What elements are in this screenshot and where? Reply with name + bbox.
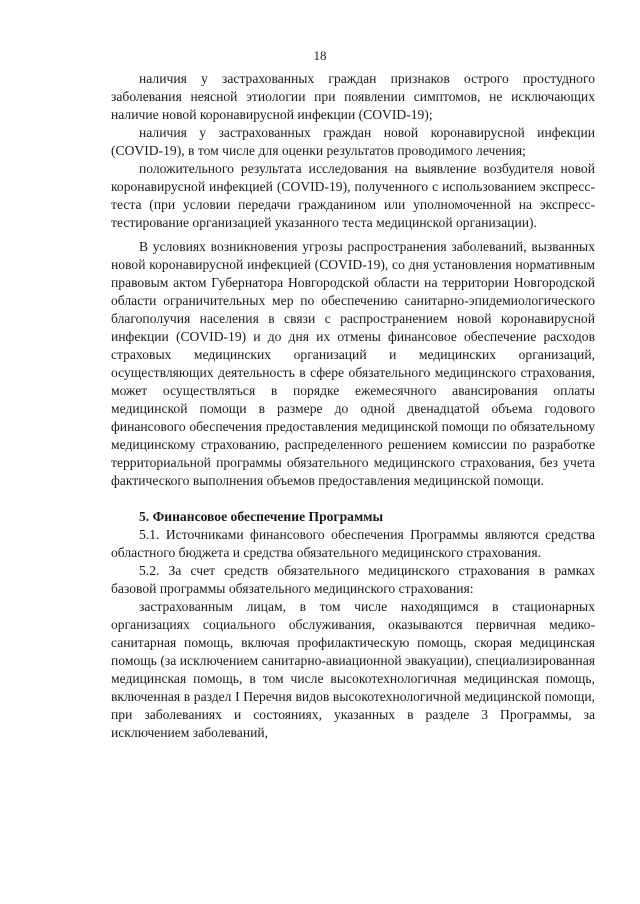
section-heading: 5. Финансовое обеспечение Программы xyxy=(139,509,384,524)
page-number: 18 xyxy=(313,48,327,63)
paragraph-express-test: положительного результата исследования на выявление возбудителя новой коронавирусной инфекцией (COVID-19), полученного с использованием экспресс-теста (при условии передачи гражданином или уполномоченной на экспресс-тестирование организацией указанного теста медицинской организации). xyxy=(111,161,595,230)
paragraph-5-1: 5.1. Источниками финансового обеспечения Программы являются средства областного бюджета и средства обязательного медицинского страхования. xyxy=(111,527,595,560)
paragraph-symptoms: наличия у застрахованных граждан признаков острого простудного заболевания неясной этиологии при появлении симптомов, не исключающих наличие новой коронавирусной инфекции (COVID-19); xyxy=(111,71,595,122)
spacer xyxy=(111,490,595,508)
paragraph-covid-patients: наличия у застрахованных граждан новой коронавирусной инфекции (COVID-19), в том числе для оценки результатов проводимого лечения; xyxy=(111,125,595,158)
paragraph-insured-persons: застрахованным лицам, в том числе находящимся в стационарных организациях социального обслуживания, оказываются первичная медико-санитарная помощь, включая профилактическую помощь, скорая медицинская помощь (за исключением санитарно-авиационной эвакуации), специализированная медицинская помощь, в том числе высокотехнологичная медицинская помощь, включенная в раздел I Перечня видов высокотехнологичной медицинской помощи, при заболеваниях и состояниях, указанных в разделе 3 Программы, за исключением заболеваний, xyxy=(111,599,595,740)
paragraph-covid-financing: В условиях возникновения угрозы распространения заболеваний, вызванных новой коронавирусной инфекцией (COVID-19), со дня установления нормативным правовым актом Губернатора Новгородской области на территории Новгородской области ограничительных мер по обеспечению санитарно-эпидемиологического благополучия населения в связи с распространением новой коронавирусной инфекции (COVID-19) и до дня их отмены финансовое обеспечение расходов страховых медицинских организаций и медицинских организаций, осуществляющих деятельность в сфере обязательного медицинского страхования, может осуществляться в порядке ежемесячного авансирования оплаты медицинской помощи в размере до одной двенадцатой объема годового финансового обеспечения предоставления медицинской помощи по обязательному медицинскому страхованию, распределенного решением комиссии по разработке территориальной программы обязательного медицинского страхования, без учета фактического выполнения объемов предоставления медицинской помощи. xyxy=(111,239,595,488)
paragraph-5-2: 5.2. За счет средств обязательного медицинского страхования в рамках базовой программы обязательного медицинского страхования: xyxy=(111,563,595,596)
document-body xyxy=(111,70,595,742)
